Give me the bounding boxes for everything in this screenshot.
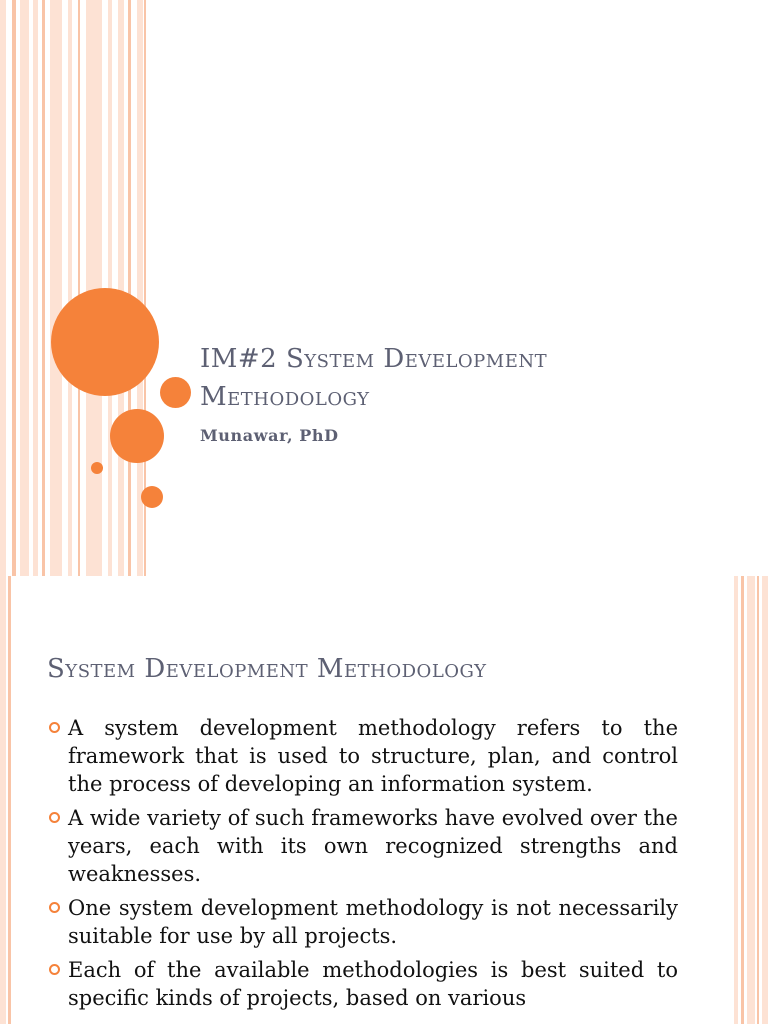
decor-stripe	[118, 0, 124, 576]
ring-bullet-icon	[49, 722, 60, 733]
decor-stripe	[734, 576, 738, 1024]
bullet-item	[46, 894, 678, 950]
decor-stripe	[33, 0, 38, 576]
decor-stripe	[8, 576, 11, 1024]
bullet-item	[46, 804, 678, 888]
bullet-text: Each of the available methodologies is best suited to specific kinds of projects, based on various	[68, 958, 678, 1010]
decor-circle	[110, 409, 164, 463]
ring-bullet-icon	[49, 964, 60, 975]
slide-title	[200, 340, 720, 416]
content-slide	[0, 576, 768, 1024]
ring-bullet-icon	[49, 812, 60, 823]
decor-stripe	[741, 576, 744, 1024]
decor-stripe	[0, 576, 6, 1024]
decor-circle	[91, 462, 103, 474]
decor-stripe	[0, 0, 6, 576]
ring-bullet-icon	[49, 902, 60, 913]
bullet-text: A system development methodology refers to the framework that is used to structure, plan, and control the process of developing an information system.	[68, 716, 678, 796]
slide-title-line-2: Methodology	[200, 382, 370, 412]
bullet-list	[46, 714, 678, 1018]
bullet-item	[46, 956, 678, 1012]
decor-stripe	[68, 0, 72, 576]
decor-circle	[160, 377, 191, 408]
bullet-text: A wide variety of such frameworks have evolved over the years, each with its own recognized strengths and weaknesses.	[68, 806, 678, 886]
decor-stripe	[20, 0, 29, 576]
decor-stripe	[762, 576, 768, 1024]
decor-stripe	[12, 0, 16, 576]
decor-circle	[141, 486, 163, 508]
decor-circle	[51, 288, 159, 396]
decor-stripe	[128, 0, 131, 576]
bullet-text: One system development methodology is not necessarily suitable for use by all projects.	[68, 896, 678, 948]
decor-stripe	[747, 576, 755, 1024]
decor-stripe	[757, 576, 759, 1024]
decor-stripe	[42, 0, 45, 576]
slide-title: System Development Methodology	[47, 654, 487, 684]
bullet-item	[46, 714, 678, 798]
slide-title-line-1: IM#2 System Development	[200, 344, 548, 374]
slide-subtitle: Munawar, PhD	[200, 426, 339, 445]
decor-stripe	[78, 0, 80, 576]
decor-stripe	[50, 0, 62, 576]
